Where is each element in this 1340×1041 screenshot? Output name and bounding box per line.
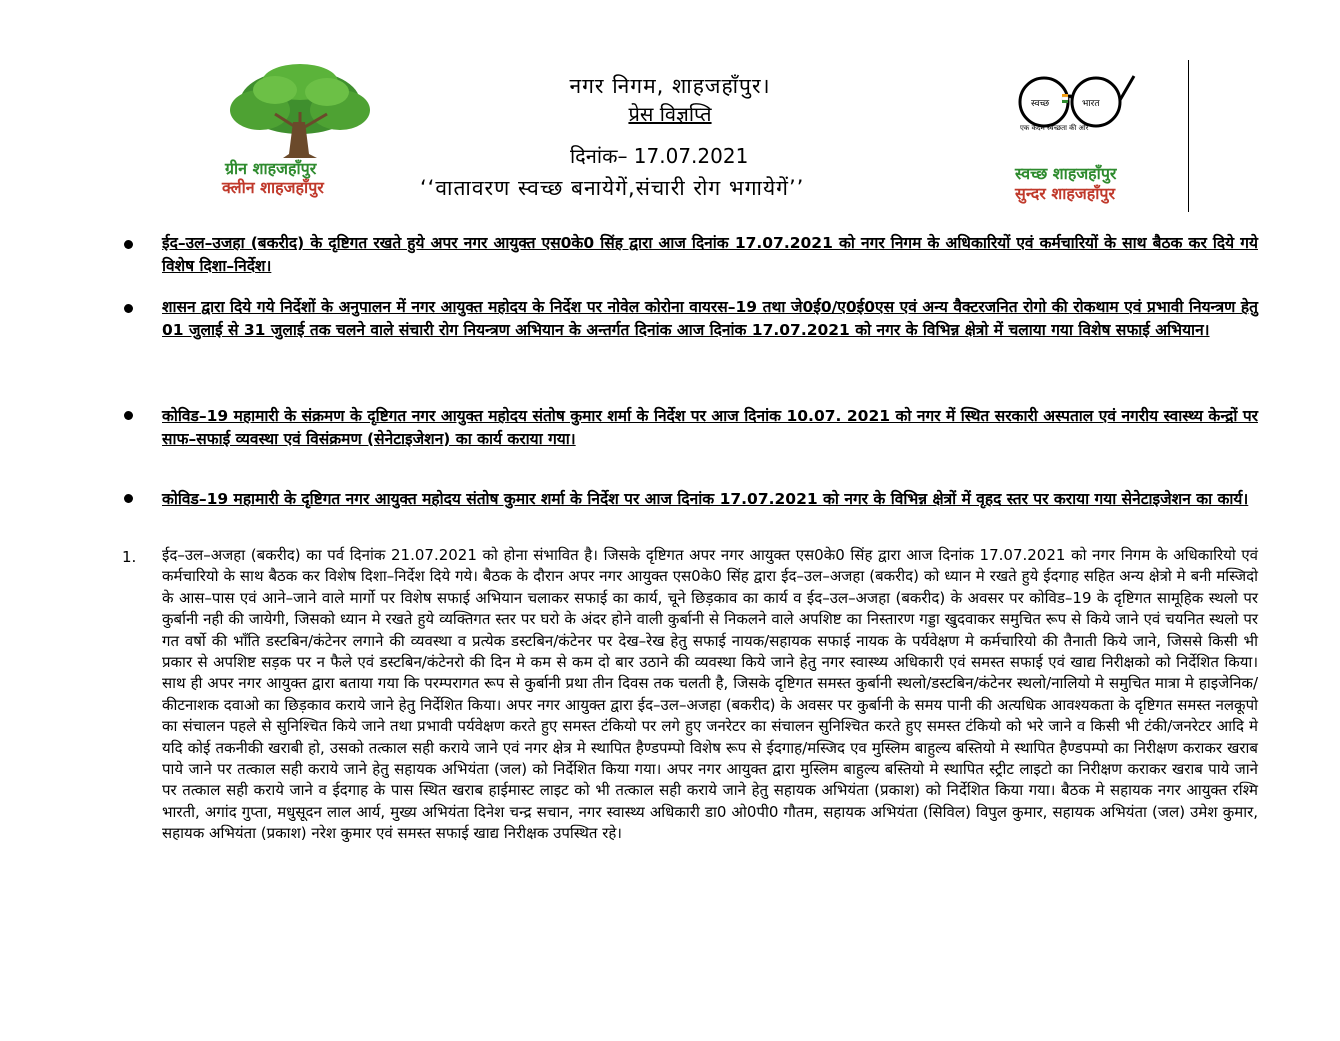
paragraph-number: 1.: [122, 548, 137, 566]
sundar-shahjahanpur-label: सुन्दर शाहजहाँपुर: [1015, 184, 1116, 203]
bullet-dot: [124, 494, 133, 503]
bullet-item-3: कोविड–19 महामारी के संक्रमण के दृष्टिगत नगर आयुक्त महोदय संतोष कुमार शर्मा के निर्देश पर आज दिनांक 10.07. 2021 को नगर में स्थित सरकारी अस्पताल एवं नगरीय स्वास्थ्य केन्द्रों पर साफ–सफाई व्यवस्था एवं विसंक्रमण (सेनेटाइजेशन) का कार्य कराया गया।: [162, 407, 1258, 448]
date-line: दिनांक– 17.07.2021: [570, 144, 749, 168]
bullet-item-1: ईद–उल–उजहा (बकरीद) के दृष्टिगत रखते हुये अपर नगर आयुक्त एस0के0 सिंह द्वारा आज दिनांक 17.07.2021 को नगर निगम के अधिकारियों एवं कर्मचारियों के साथ बैठक कर दिये गये विशेष दिशा–निर्देश।: [162, 234, 1258, 275]
bullet-item-2: शासन द्वारा दिये गये निर्देशों के अनुपालन में नगर आयुक्त महोदय के निर्देश पर नोवेल कोरोना वायरस–19 तथा जे0ई0/ए0ई0एस एवं अन्य वैक्टरजनित रोगो की रोकथाम एवं प्रभावी नियन्त्रण हेतु 01 जुलाई से 31 जुलाई तक चलने वाले संचारी रोग नियन्त्रण अभियान के अन्तर्गत दिनांक आज दिनांक 17.07.2021 को नगर के विभिन्न क्षेत्रो में चलाया गया विशेष सफाई अभियान।: [162, 298, 1258, 339]
clean-shahjahanpur-label: क्लीन शाहजहाँपुर: [222, 178, 324, 197]
bullet-dot: [124, 411, 133, 420]
swachh-shahjahanpur-label: स्वच्छ शाहजहाँपुर: [1015, 164, 1117, 183]
paragraph-body: ईद–उल–अजहा (बकरीद) का पर्व दिनांक 21.07.2021 को होना संभावित है। जिसके दृष्टिगत अपर नगर आयुक्त एस0के0 सिंह द्वारा आज दिनांक 17.07.2021 को नगर निगम के अधिकारियो एवं कर्मचारियो के साथ बैठक कर विशेष दिशा–निर्देश दिये गये। बैठक के दौरान अपर नगर आयुक्त एस0के0 सिंह द्वारा ईद–उल–अजहा (बकरीद) को ध्यान मे रखते हुये ईदगाह सहित अन्य क्षेत्रो मे बनी मस्जिदो के आस–पास एवं आने–जाने वाले मार्गो पर विशेष सफाई अभियान चलाकर सफाई का कार्य, चूने छिड़काव का कार्य व ईद–उल–अजहा (बकरीद) के अवसर पर कोविड–19 के दृष्टिगत सामूहिक स्थलो पर कुर्बानी नही की जायेगी, जिसको ध्यान मे रखते हुये व्यक्तिगत स्तर पर घरो के अंदर होने वाली कुर्बानी से निकलने वाले अपशिष्ट का निस्तारण गड्डा खुदवाकर समुचित रूप से किये जाने एवं चयनित स्थलो पर गत वर्षो की भाँति डस्टबिन/कंटेनर लगाने की व्यवस्था व प्रत्येक डस्टबिन/कंटेनर पर देख–रेख हेतु सफाई नायक/सहायक सफाई नायक के पर्यवेक्षण मे कर्मचारियो की तैनाती किये जाने, जिससे किसी भी प्रकार से अपशिष्ट सड़क पर न फैले एवं डस्टबिन/कंटेनरो की दिन मे कम से कम दो बार उठाने की व्यवस्था किये जाने हेतु नगर स्वास्थ्य अधिकारी एवं समस्त सफाई एवं खाद्य निरीक्षको को निर्देशित किया। साथ ही अपर नगर आयुक्त द्वारा बताया गया कि परम्परागत रूप से कुर्बानी प्रथा तीन दिवस तक चलती है, जिसके दृष्टिगत समस्त कुर्बानी स्थलो/डस्टबिन/कंटेनर स्थलो/नालियो मे समुचित मात्रा मे हाइजेनिक/कीटनाशक दवाओ का छिड़काव कराये जाने हेतु निर्देशित किया। अपर नगर आयुक्त द्वारा ईद–उल–अजहा (बकरीद) के अवसर पर कुर्बानी के समय पानी की अत्यधिक आवश्यकता के दृष्टिगत समस्त नलकूपो का संचालन पहले से सुनिश्चित किये जाने तथा प्रभावी पर्यवेक्षण करते हुए समस्त टंकियो पर लगे हुए जनरेटर का संचालन सुनिश्चित करते हुए समस्त टंकियो को भरे जाने व किसी भी टंकी/जनरेटर आदि मे यदि कोई तकनीकी खराबी हो, उसको तत्काल सही कराये जाने एवं नगर क्षेत्र मे स्थापित हैण्डपम्पो विशेष रूप से ईदगाह/मस्जिद एव मुस्लिम बाहुल्य बस्तियो मे स्थापित हैण्डपम्पो का निरीक्षण कराकर खराब पाये जाने पर तत्काल सही कराये जाने हेतु सहायक अभियंता (जल) को निर्देशित किया गया। अपर नगर आयुक्त द्वारा मुस्लिम बाहुल्य बस्तियो मे स्थापित स्ट्रीट लाइटो का निरीक्षण कराकर खराब पाये जाने पर तत्काल सही कराये जाने व ईदगाह के पास स्थित खराब हाईमास्ट लाइट को भी तत्काल सही कराये जाने हेतु सहायक अभियंता (प्रकाश) को निर्देशित किया गया। बैठक मे सहायक नगर आयुक्त रश्मि भारती, अगांद गुप्ता, मधुसूदन लाल आर्य, मुख्य अभियंता दिनेश चन्द्र सचान, नगर स्वास्थ्य अधिकारी डा0 ओ0पी0 गौतम, सहायक अभियंता (सिविल) विपुल कुमार, सहायक अभियंता (जल) उमेश कुमार, सहायक अभियंता (प्रकाश) नरेश कुमार एवं समस्त सफाई खाद्य निरीक्षक उपस्थित रहे।: [162, 546, 1258, 843]
swachh-tagline: एक कदम स्वच्छता की ओर: [1020, 124, 1089, 132]
organization-title: नगर निगम, शाहजहाँपुर।: [569, 74, 771, 98]
swachh-lens-label: स्वच्छ: [1031, 99, 1050, 109]
bullet-dot: [124, 240, 133, 249]
slogan: ‘‘वातावरण स्वच्छ बनायेगें,संचारी रोग भगायेगें’’: [420, 176, 805, 200]
bullet-dot: [124, 304, 133, 313]
header-divider: [1188, 60, 1189, 212]
bullet-item-4: कोविड–19 महामारी के दृष्टिगत नगर आयुक्त महोदय संतोष कुमार शर्मा के निर्देश पर आज दिनांक 17.07.2021 को नगर के विभिन्न क्षेत्रों में वृहद स्तर पर कराया गया सेनेटाइजेशन का कार्य।: [162, 490, 1249, 508]
green-shahjahanpur-label: ग्रीन शाहजहाँपुर: [225, 159, 317, 178]
press-release-title: प्रेस विज्ञप्ति: [628, 102, 712, 126]
bharat-lens-label: भारत: [1082, 99, 1100, 109]
